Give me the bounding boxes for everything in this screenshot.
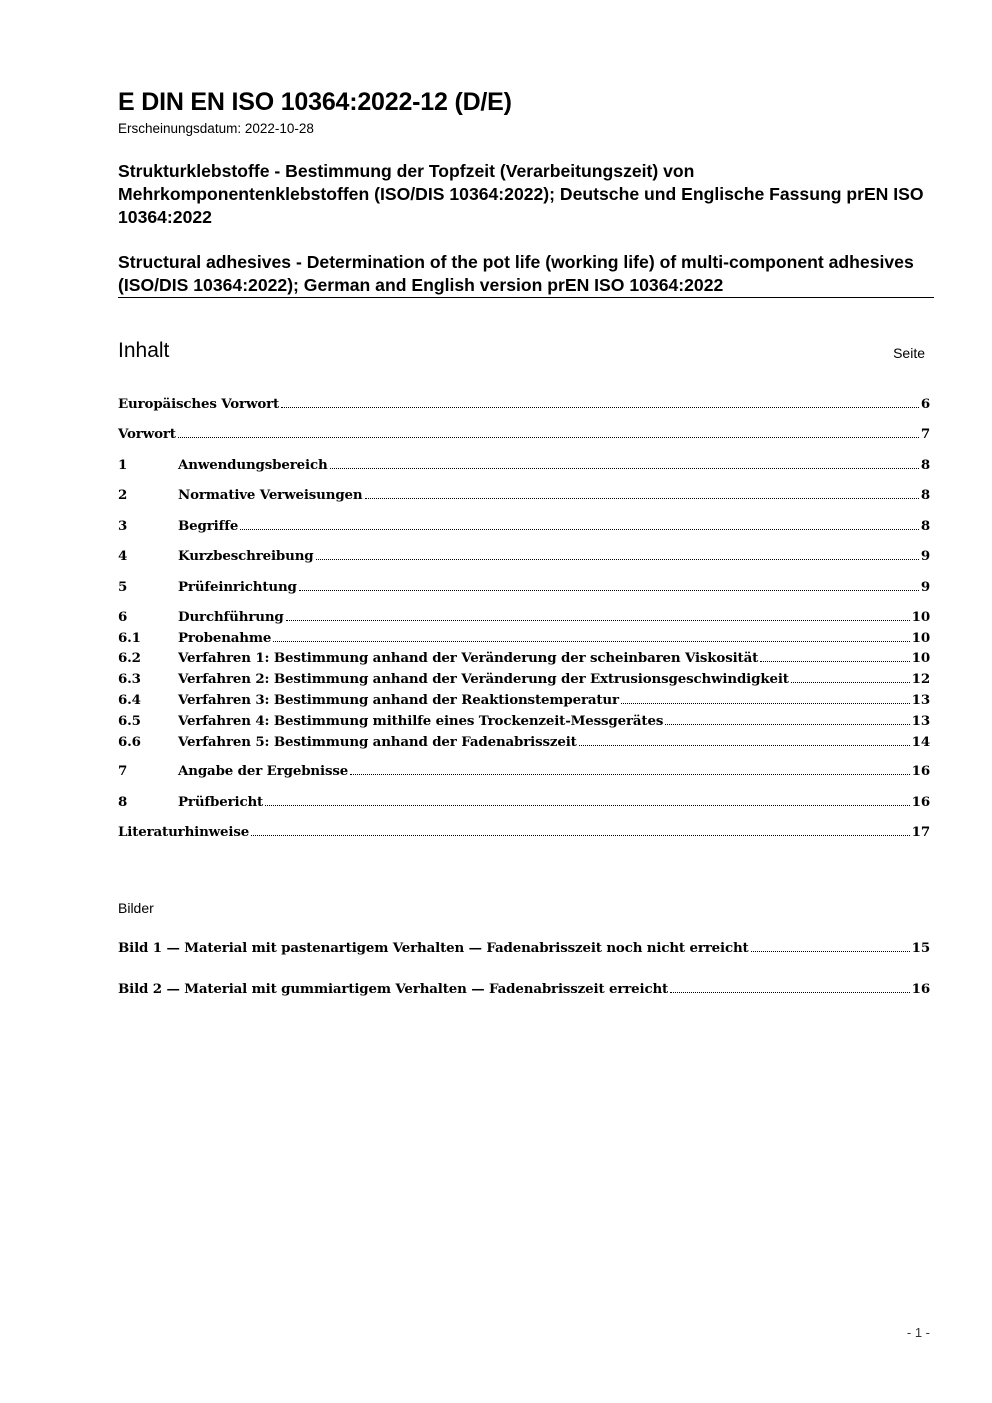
toc-leader-dots: [760, 661, 910, 662]
toc-entry-page: 9: [920, 579, 930, 595]
toc-entry-label: Kurzbeschreibung: [178, 548, 314, 564]
title-german: Strukturklebstoffe - Bestimmung der Topfzeit (Verarbeitungszeit) von Mehrkomponentenklebstoffen (ISO/DIS 10364:2022); Deutsche und Englische Fassung prEN ISO 10364:2022: [118, 161, 924, 227]
toc-entry-label: Verfahren 1: Bestimmung anhand der Veränderung der scheinbaren Viskosität: [178, 650, 759, 666]
toc-entry[interactable]: [118, 649, 930, 668]
toc-entry-label: Europäisches Vorwort: [118, 396, 280, 412]
toc-entry-number: 6.2: [118, 650, 141, 666]
toc-entry-number: 7: [118, 763, 128, 779]
toc-entry-label: Literaturhinweise: [118, 824, 250, 840]
toc-entry-number: 6.5: [118, 713, 141, 729]
toc-leader-dots: [791, 682, 910, 683]
toc-entry-label: Durchführung: [178, 609, 284, 625]
title-english: Structural adhesives - Determination of the pot life (working life) of multi-component adhesives (ISO/DIS 10364:2022); German and English version prEN ISO 10364:2022: [118, 252, 914, 295]
title-rule: [118, 297, 934, 298]
toc-entry-label: Vorwort: [118, 426, 176, 442]
toc-entry-label: Prüfeinrichtung: [178, 579, 297, 595]
toc-leader-dots: [273, 641, 909, 642]
toc-heading: Inhalt: [118, 339, 170, 362]
toc-entry-page: 10: [911, 650, 930, 666]
toc-entry-label: Verfahren 3: Bestimmung anhand der Reaktionstemperatur: [178, 692, 619, 708]
toc-entry-page: 8: [920, 487, 930, 503]
toc-leader-dots: [286, 620, 910, 621]
toc-leader-dots: [316, 559, 919, 560]
toc-entry-label: Verfahren 4: Bestimmung mithilfe eines Trockenzeit-Messgerätes: [178, 713, 664, 729]
toc-entry-number: 2: [118, 487, 128, 503]
figure-entry[interactable]: [118, 939, 930, 958]
toc-leader-dots: [281, 407, 919, 408]
publication-date: Erscheinungsdatum: 2022-10-28: [118, 121, 314, 136]
toc-entry-number: 5: [118, 579, 128, 595]
toc-entry[interactable]: [118, 823, 930, 842]
toc-entry[interactable]: [118, 629, 930, 648]
toc-leader-dots: [178, 437, 919, 438]
figure-entry-page: 16: [911, 981, 930, 997]
toc-leader-dots: [350, 774, 910, 775]
toc-leader-dots: [299, 590, 919, 591]
toc-entry-label: Verfahren 5: Bestimmung anhand der Fadenabrisszeit: [178, 734, 577, 750]
toc-entry[interactable]: [118, 608, 930, 627]
toc-entry[interactable]: [118, 517, 930, 536]
toc-entry[interactable]: [118, 762, 930, 781]
toc-entry-number: 8: [118, 794, 128, 810]
toc-entry-page: 13: [911, 692, 930, 708]
toc-entry-label: Probenahme: [178, 630, 272, 646]
figures-heading: Bilder: [118, 900, 154, 916]
toc-entry[interactable]: [118, 425, 930, 444]
toc-entry-page: 7: [920, 426, 930, 442]
toc-leader-dots: [265, 805, 910, 806]
page-number: - 1 -: [906, 1325, 930, 1340]
toc-entry-page: 13: [911, 713, 930, 729]
toc-entry-number: 6.4: [118, 692, 141, 708]
toc-entry-label: Angabe der Ergebnisse: [178, 763, 349, 779]
toc-entry-page: 8: [920, 518, 930, 534]
toc-entry[interactable]: [118, 691, 930, 710]
toc-leader-dots: [621, 703, 910, 704]
toc-entry-number: 3: [118, 518, 128, 534]
toc-entry-label: Prüfbericht: [178, 794, 264, 810]
figure-entry-label: Bild 1 — Material mit pastenartigem Verhalten — Fadenabrisszeit noch nicht erreicht: [118, 940, 749, 956]
toc-entry-number: 6.3: [118, 671, 141, 687]
toc-leader-dots: [670, 992, 910, 993]
toc-page-heading: Seite: [893, 345, 925, 361]
toc-leader-dots: [240, 529, 919, 530]
toc-entry-label: Begriffe: [178, 518, 239, 534]
toc-entry-number: 6.1: [118, 630, 141, 646]
toc-entry-page: 6: [920, 396, 930, 412]
document-id: E DIN EN ISO 10364:2022-12 (D/E): [118, 88, 512, 116]
figure-entry-label: Bild 2 — Material mit gummiartigem Verhalten — Fadenabrisszeit erreicht: [118, 981, 669, 997]
toc-leader-dots: [751, 951, 910, 952]
toc-entry-number: 4: [118, 548, 128, 564]
toc-entry-page: 16: [911, 763, 930, 779]
toc-entry[interactable]: [118, 547, 930, 566]
toc-entry[interactable]: [118, 456, 930, 475]
toc-entry[interactable]: [118, 395, 930, 414]
toc-entry-page: 12: [911, 671, 930, 687]
toc-leader-dots: [579, 745, 910, 746]
toc-leader-dots: [665, 724, 909, 725]
toc-entry-page: 10: [911, 630, 930, 646]
toc-entry-label: Normative Verweisungen: [178, 487, 363, 503]
toc-entry[interactable]: [118, 486, 930, 505]
toc-entry-page: 14: [911, 734, 930, 750]
toc-entry-label: Verfahren 2: Bestimmung anhand der Veränderung der Extrusionsgeschwindigkeit: [178, 671, 789, 687]
toc-entry[interactable]: [118, 670, 930, 689]
toc-entry-page: 8: [920, 457, 930, 473]
figure-entry[interactable]: [118, 980, 930, 999]
toc-entry[interactable]: [118, 578, 930, 597]
toc-entry-label: Anwendungsbereich: [178, 457, 328, 473]
toc-leader-dots: [251, 835, 910, 836]
toc-entry-page: 16: [911, 794, 930, 810]
toc-leader-dots: [365, 498, 919, 499]
toc-entry-page: 17: [911, 824, 930, 840]
toc-entry-number: 1: [118, 457, 128, 473]
toc-entry-page: 9: [920, 548, 930, 564]
figure-entry-page: 15: [911, 940, 930, 956]
toc-entry[interactable]: [118, 733, 930, 752]
toc-entry-number: 6: [118, 609, 128, 625]
toc-leader-dots: [330, 468, 919, 469]
toc-entry[interactable]: [118, 712, 930, 731]
toc-entry-page: 10: [911, 609, 930, 625]
toc-entry-number: 6.6: [118, 734, 141, 750]
toc-entry[interactable]: [118, 793, 930, 812]
